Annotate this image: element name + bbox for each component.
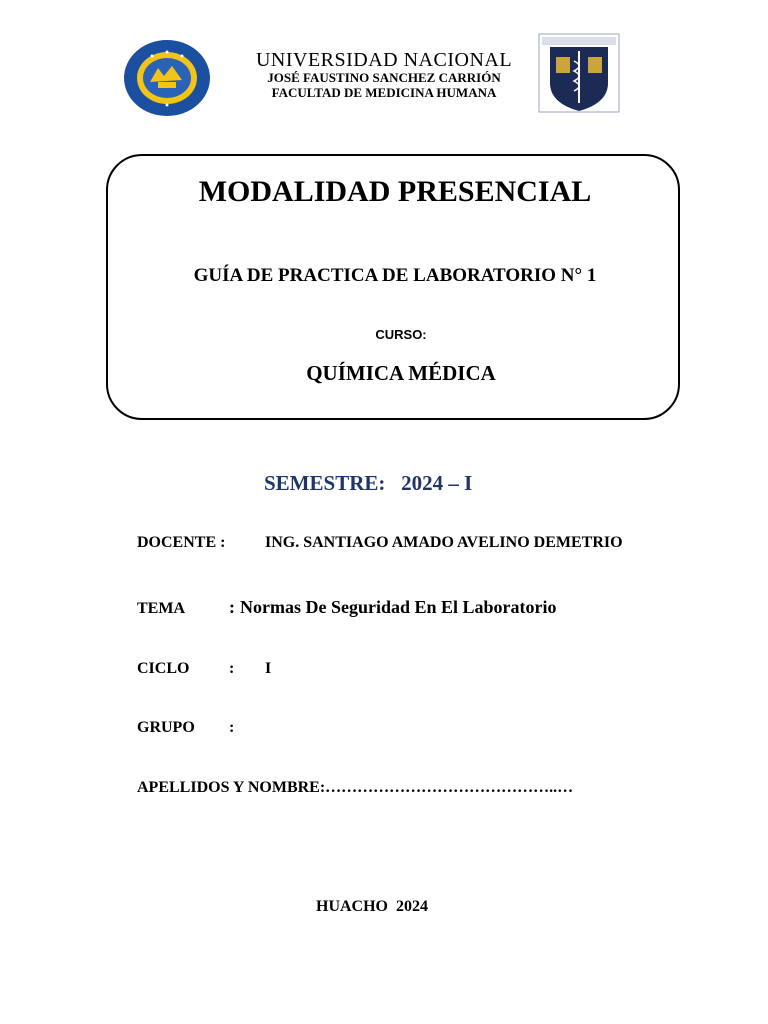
modality-title: MODALIDAD PRESENCIAL	[198, 175, 592, 208]
docente-label: DOCENTE :	[137, 534, 226, 551]
place-year: HUACHO 2024	[316, 898, 428, 915]
semester-line	[264, 470, 472, 496]
ciclo-colon: :	[229, 660, 235, 677]
medicine-school-crest-logo	[538, 33, 620, 113]
course-label: CURSO:	[375, 327, 427, 342]
tema-colon: :	[229, 597, 235, 617]
university-name: JOSÉ FAUSTINO SANCHEZ CARRIÓN	[267, 70, 501, 85]
apellidos-field: APELLIDOS Y NOMBRE:……………………………………..…	[137, 779, 574, 796]
university-seal-logo	[122, 38, 212, 118]
semester-value: 2024 – I	[401, 471, 473, 495]
faculty-name: FACULTAD DE MEDICINA HUMANA	[271, 85, 497, 100]
tema-value: Normas De Seguridad En El Laboratorio	[240, 597, 557, 617]
docente-value: ING. SANTIAGO AMADO AVELINO DEMETRIO	[265, 534, 623, 551]
grupo-label: GRUPO	[137, 719, 195, 736]
ciclo-label: CICLO	[137, 660, 190, 677]
tema-label: TEMA	[137, 600, 185, 617]
semester-label: SEMESTRE:	[264, 471, 386, 495]
lab-guide-title: GUÍA DE PRACTICA DE LABORATORIO N° 1	[193, 265, 597, 286]
grupo-colon: :	[229, 719, 235, 736]
ciclo-value: I	[265, 660, 272, 677]
university-title: UNIVERSIDAD NACIONAL	[255, 49, 513, 71]
course-name: QUÍMICA MÉDICA	[306, 361, 496, 385]
